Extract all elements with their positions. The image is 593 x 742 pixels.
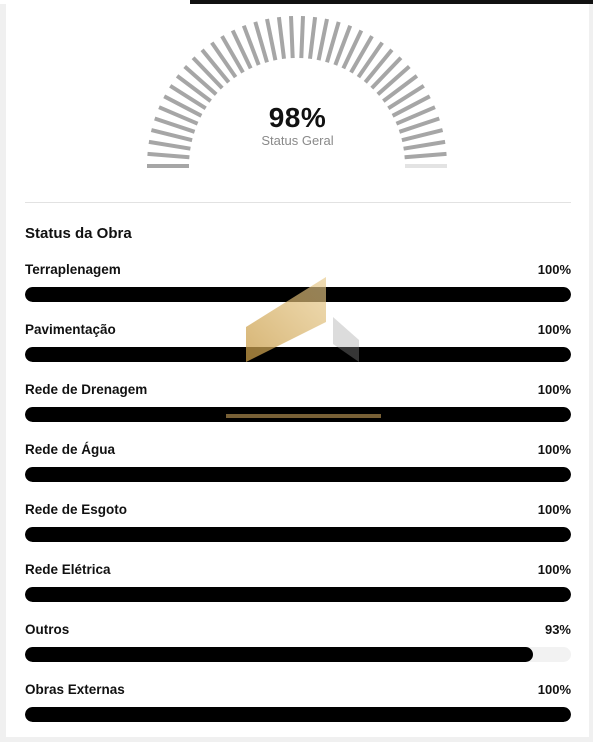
status-row-percent: 100% — [537, 262, 571, 277]
gauge-segment — [405, 154, 447, 157]
gauge-segment — [279, 17, 284, 59]
progress-track — [25, 647, 571, 662]
status-row — [25, 262, 571, 322]
gauge-segment — [365, 50, 392, 83]
status-row-label: Rede Elétrica — [25, 562, 111, 577]
progress-fill — [25, 287, 571, 302]
status-row — [25, 442, 571, 502]
status-row-label: Rede de Drenagem — [25, 382, 148, 397]
status-row — [25, 682, 571, 742]
progress-track — [25, 527, 571, 542]
progress-track — [25, 467, 571, 482]
gauge-segment — [372, 58, 401, 88]
status-row-label: Terraplenagem — [25, 262, 121, 277]
progress-fill — [25, 527, 571, 542]
status-row — [25, 322, 571, 382]
status-card — [6, 4, 589, 737]
gauge-segment — [185, 67, 217, 95]
divider — [25, 202, 571, 203]
progress-track — [25, 587, 571, 602]
status-row-label: Rede de Água — [25, 442, 116, 457]
gauge-segment — [202, 50, 229, 83]
status-row-percent: 100% — [537, 682, 571, 697]
progress-fill — [25, 587, 571, 602]
gauge-segment — [148, 154, 190, 157]
section-title: Status da Obra — [25, 225, 132, 242]
gauge-segment — [358, 43, 382, 78]
status-row-label: Rede de Esgoto — [25, 502, 128, 517]
gauge-segment — [267, 19, 275, 60]
progress-track — [25, 287, 571, 302]
status-row — [25, 502, 571, 562]
status-row — [25, 562, 571, 622]
progress-fill — [25, 347, 571, 362]
progress-track — [25, 407, 571, 422]
gauge-segment — [319, 19, 327, 60]
status-row — [25, 382, 571, 442]
status-row-percent: 100% — [537, 562, 571, 577]
progress-fill — [25, 707, 571, 722]
status-row-percent: 93% — [544, 622, 571, 637]
progress-track — [25, 707, 571, 722]
status-row-label: Outros — [25, 622, 70, 637]
gauge-label: Status Geral — [261, 133, 334, 148]
gauge-segment — [378, 67, 410, 95]
gauge-segment — [193, 58, 222, 88]
status-row-label: Obras Externas — [25, 682, 125, 697]
status-row-percent: 100% — [537, 502, 571, 517]
status-row — [25, 622, 571, 682]
gauge-value: 98% — [268, 102, 327, 133]
progress-track — [25, 347, 571, 362]
status-row-label: Pavimentação — [25, 322, 116, 337]
gauge-segment — [310, 17, 315, 59]
gauge-segment — [212, 43, 236, 78]
status-row-percent: 100% — [537, 442, 571, 457]
overall-gauge — [6, 4, 589, 204]
status-row-percent: 100% — [537, 382, 571, 397]
gauge-segment — [291, 16, 293, 58]
progress-fill — [25, 467, 571, 482]
progress-fill — [25, 647, 533, 662]
status-row-percent: 100% — [537, 322, 571, 337]
gauge-segment — [301, 16, 303, 58]
status-list — [25, 262, 571, 742]
progress-fill — [25, 407, 571, 422]
gauge-segment — [177, 76, 211, 101]
gauge-segment — [383, 76, 417, 101]
